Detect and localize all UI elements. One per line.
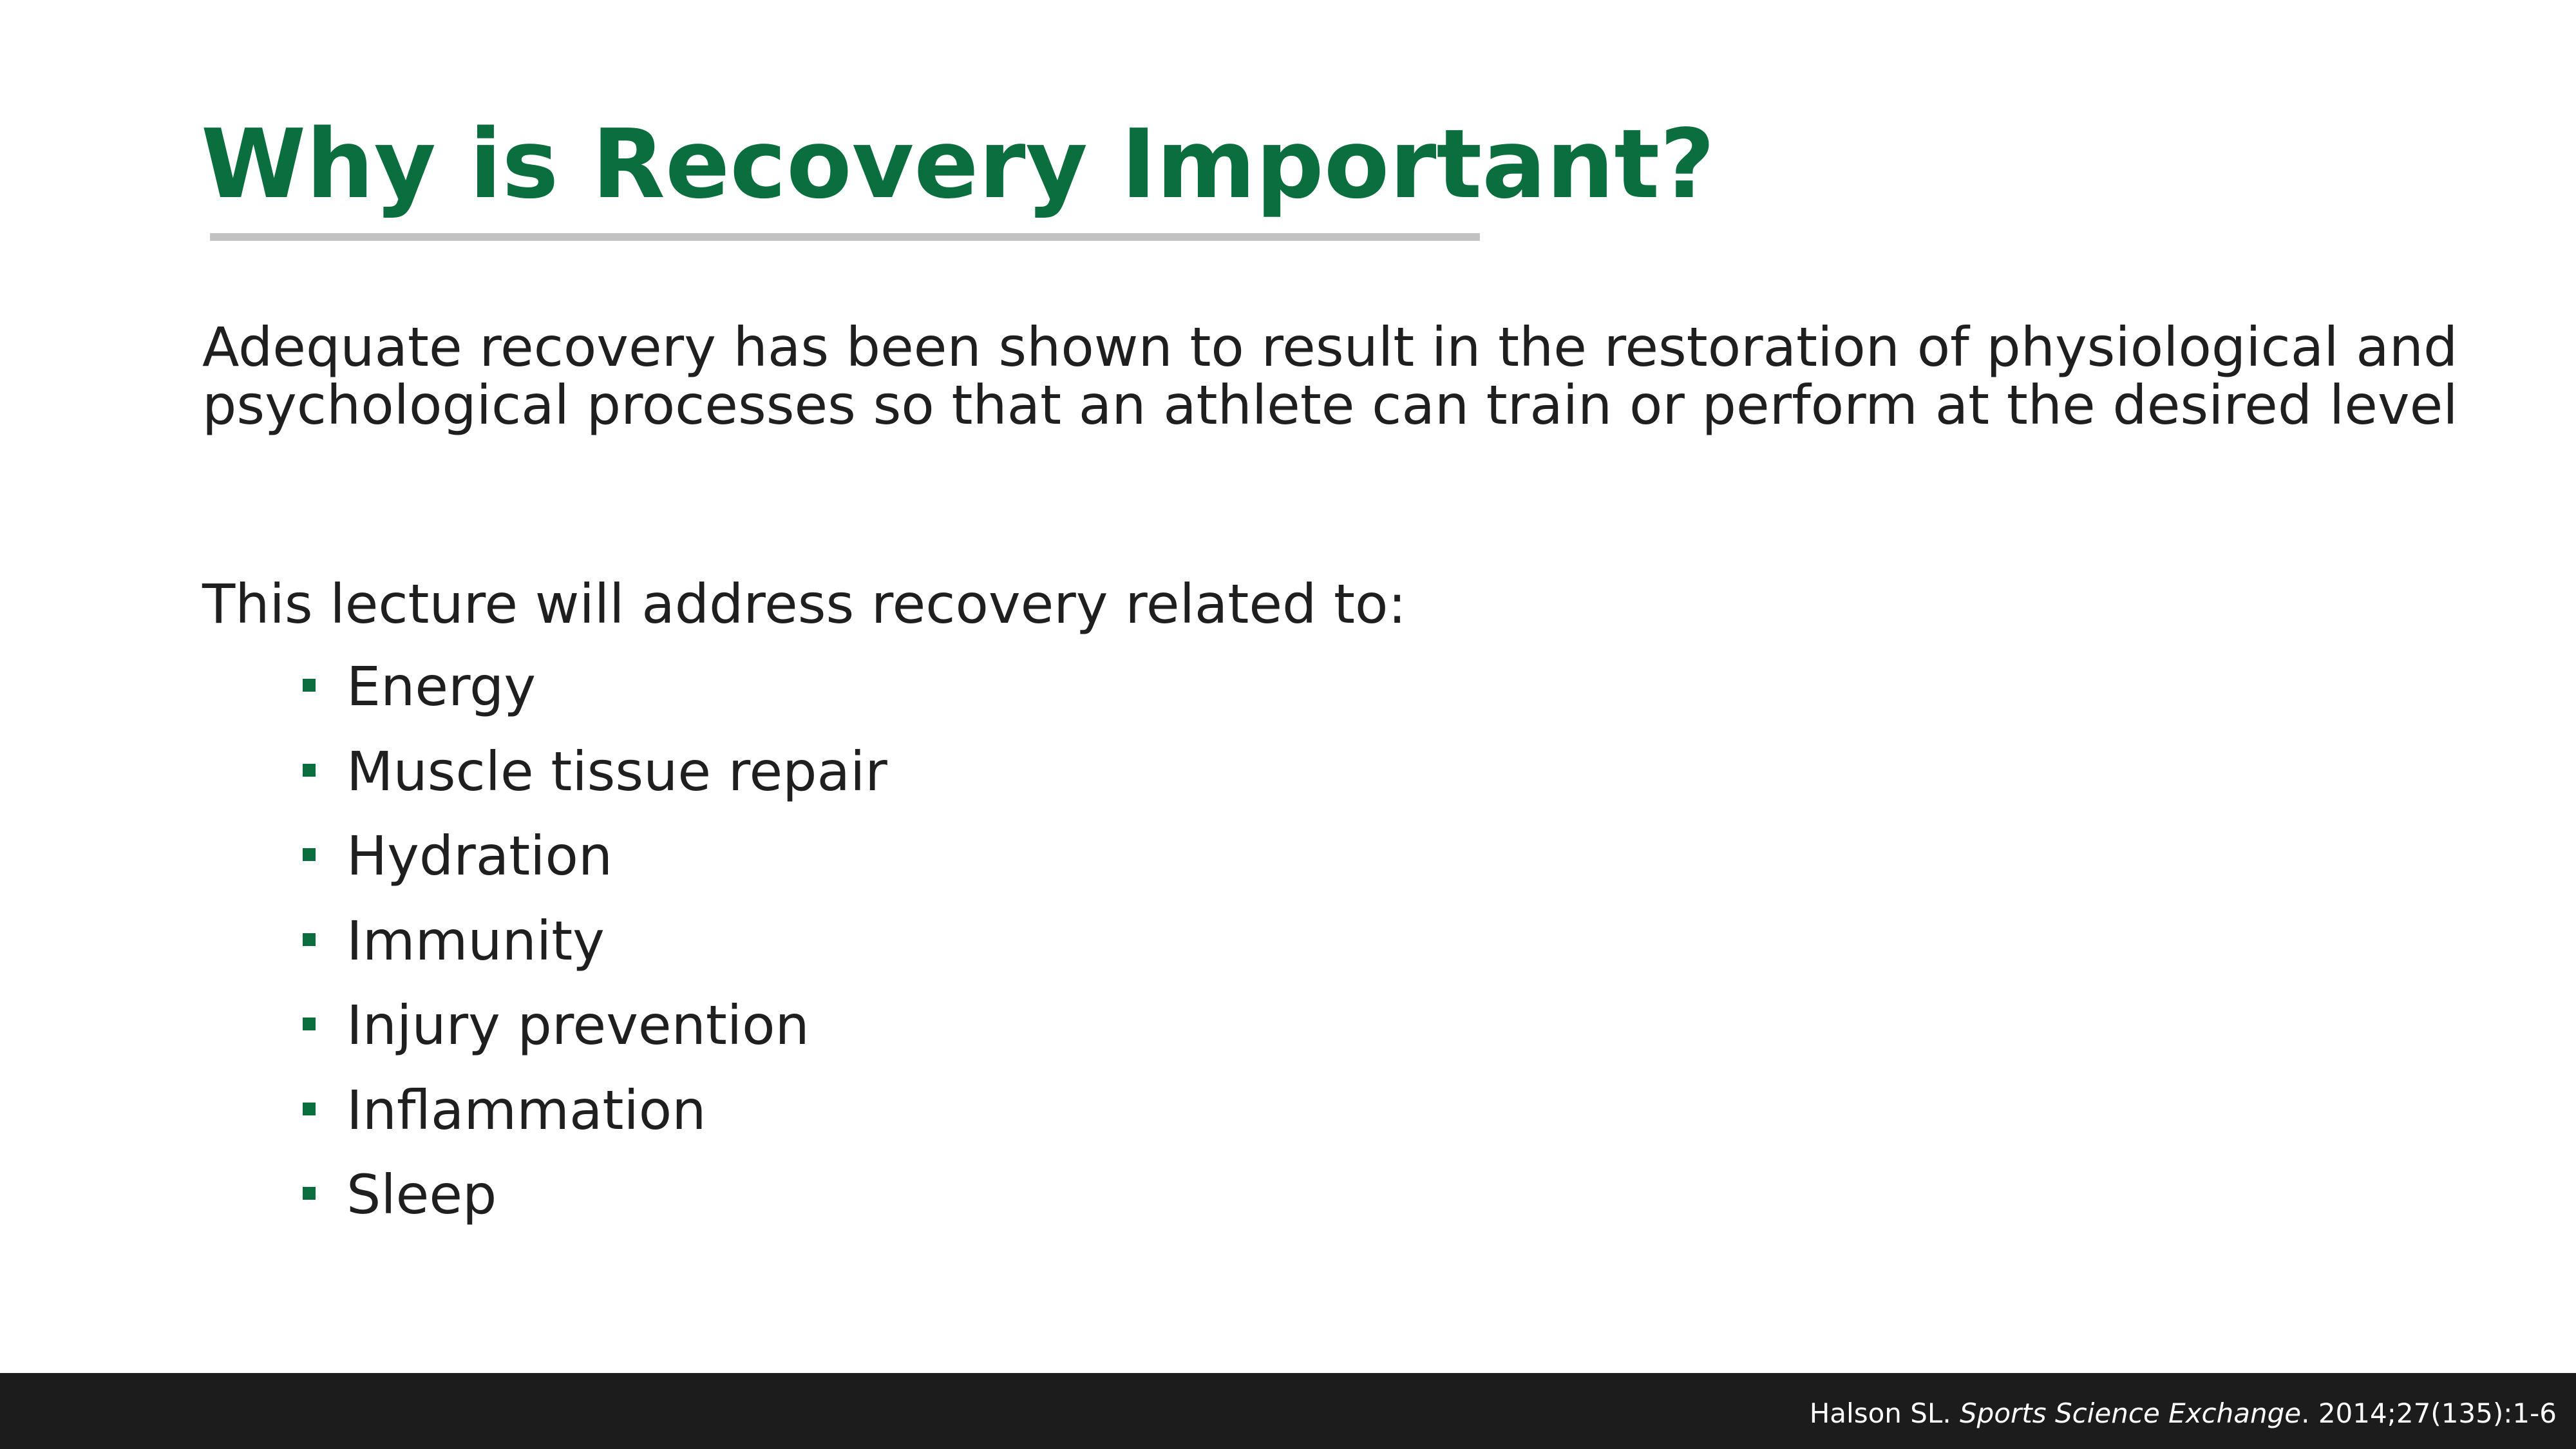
topic-label: Hydration: [346, 824, 613, 887]
intro-paragraph: [202, 316, 2469, 437]
intro-line: Adequate recovery has been shown to result in the restoration of physiological and: [202, 316, 2458, 379]
topic-item: [300, 654, 887, 739]
square-bullet-icon: [303, 848, 316, 861]
topic-label: Inflammation: [346, 1078, 706, 1142]
topic-label: Energy: [346, 655, 536, 718]
topic-label: Muscle tissue repair: [346, 739, 887, 803]
topic-label: Injury prevention: [346, 994, 810, 1057]
topic-label: Sleep: [346, 1163, 497, 1226]
topic-item: [300, 824, 887, 909]
citation-author: Halson SL.: [1809, 1397, 1960, 1429]
title-underline: [210, 233, 1480, 241]
topic-item: [300, 739, 887, 824]
topic-item: [300, 1162, 887, 1247]
intro-line: psychological processes so that an athlete can train or perform at the desired level: [202, 374, 2458, 437]
square-bullet-icon: [303, 1018, 316, 1030]
citation-details: . 2014;27(135):1-6: [2301, 1397, 2557, 1429]
square-bullet-icon: [303, 1187, 316, 1200]
source-citation: [1810, 1397, 2557, 1430]
citation-journal: Sports Science Exchange: [1960, 1397, 2302, 1429]
slide-title: Why is Recovery Important?: [201, 109, 1716, 220]
topic-label: Immunity: [346, 909, 605, 972]
topic-list: [300, 654, 887, 1247]
square-bullet-icon: [303, 933, 316, 946]
square-bullet-icon: [303, 1103, 316, 1115]
topic-item: [300, 1078, 887, 1163]
topic-item: [300, 909, 887, 994]
topics-lead-text: This lecture will address recovery related to:: [202, 573, 1406, 636]
square-bullet-icon: [303, 764, 316, 777]
topic-item: [300, 993, 887, 1078]
footer-bar: [0, 1373, 2576, 1449]
square-bullet-icon: [303, 679, 316, 692]
